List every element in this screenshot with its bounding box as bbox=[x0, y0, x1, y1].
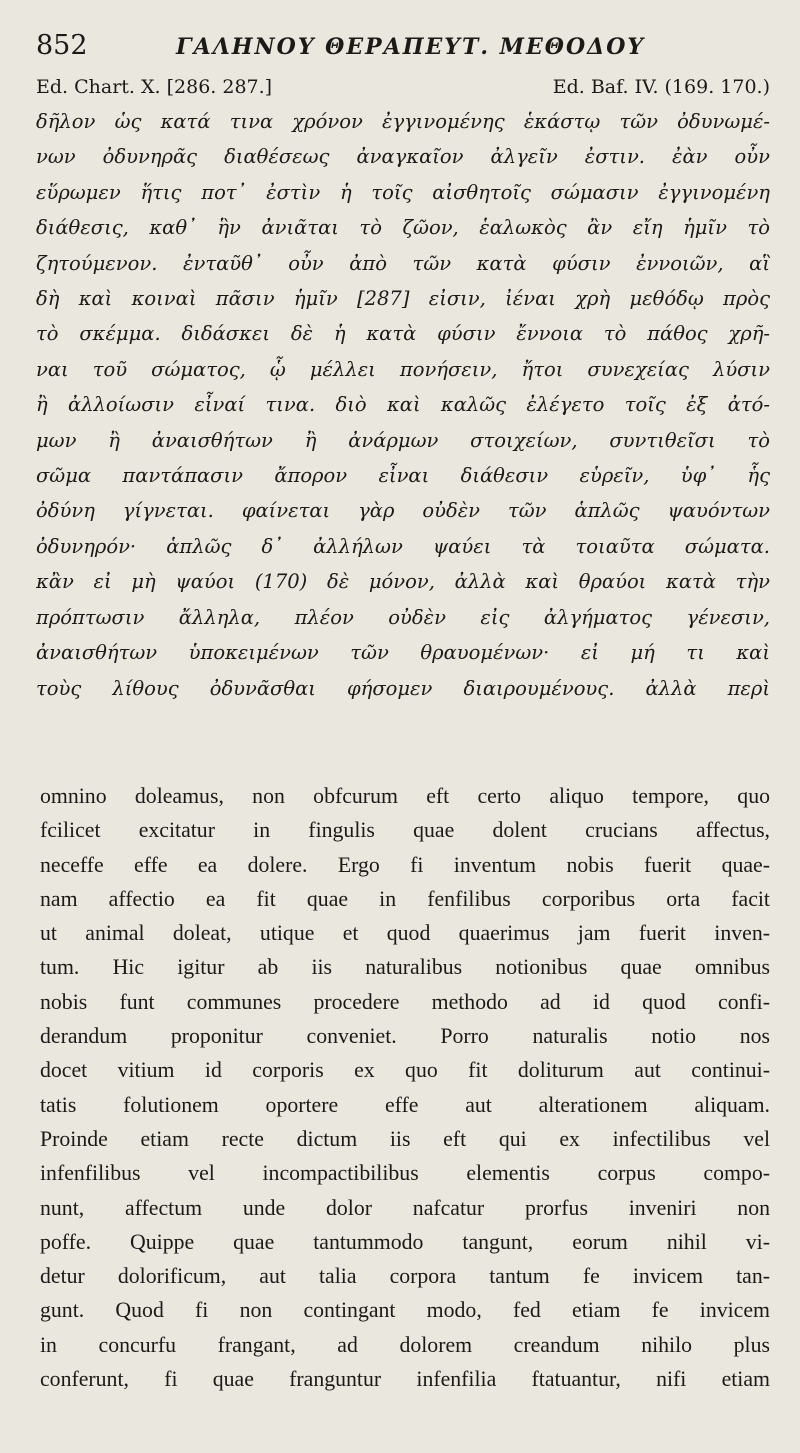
latin-text-line: neceffe effe ea dolere. Ergo fi inventum nobis fuerit quae- bbox=[40, 852, 770, 877]
latin-text-line: omnino doleamus, non obfcurum eft certo aliquo tempore, quo bbox=[40, 784, 770, 808]
latin-text-line: detur dolorificum, aut talia corpora tantum fe invicem tan- bbox=[40, 1264, 770, 1289]
greek-text-line: νων ὀδυνηρᾶς διαθέσεως ἀναγκαῖον ἀλγεῖν ἐστιν. ἐὰν οὖν bbox=[36, 145, 770, 169]
latin-text-line: ut animal doleat, utique et quod quaerimus jam fuerit inven- bbox=[40, 921, 770, 946]
greek-text-line: μων ἢ ἀναισθήτων ἢ ἀνάρμων στοιχείων, συντιθεῖσι τὸ bbox=[36, 428, 770, 452]
greek-text-line: ἢ ἀλλοίωσιν εἶναί τινα. διὸ καὶ καλῶς ἐλέγετο τοῖς ἐξ ἀτό- bbox=[36, 393, 770, 417]
latin-text-line: nam affectio ea fit quae in fenfilibus corporibus orta facit bbox=[40, 886, 770, 911]
greek-text-block bbox=[36, 104, 770, 706]
latin-text-line: conferunt, fi quae franguntur infenfilia ftatuantur, nifi etiam bbox=[40, 1367, 770, 1392]
greek-text-line: τοὺς λίθους ὀδυνᾶσθαι φήσομεν διαιρουμένους. ἀλλὰ περὶ bbox=[36, 676, 770, 700]
greek-text-line: δὴ καὶ κοιναὶ πᾶσιν ἡμῖν [287] εἰσιν, ἰέναι χρὴ μεθόδῳ πρὸς bbox=[36, 287, 770, 311]
greek-text-line: τὸ σκέμμα. διδάσκει δὲ ἡ κατὰ φύσιν ἔννοια τὸ πάθος χρῆ- bbox=[36, 322, 770, 346]
latin-text-line: nobis funt communes procedere methodo ad id quod confi- bbox=[40, 989, 770, 1014]
latin-text-line: in concurfu frangant, ad dolorem creandum nihilo plus bbox=[40, 1332, 770, 1357]
latin-text-block bbox=[40, 779, 770, 1396]
edition-basel-ref: Ed. Baf. IV. (169. 170.) bbox=[552, 76, 770, 98]
greek-text-line: ναι τοῦ σώματος, ᾧ μέλλει πονήσειν, ἤτοι συνεχείας λύσιν bbox=[36, 357, 770, 381]
edition-reference-line bbox=[36, 76, 770, 100]
running-title: ΓΑΛΗΝΟΥ ΘΕΡΑΠΕΥΤ. ΜΕΘΟΔΟΥ bbox=[176, 34, 646, 60]
latin-text-line: derandum proponitur conveniet. Porro naturalis notio nos bbox=[40, 1024, 770, 1049]
greek-text-line: πρόπτωσιν ἄλληλα, πλέον οὐδὲν εἰς ἀλγήματος γένεσιν, bbox=[36, 605, 770, 629]
latin-text-line: tatis folutionem oportere effe aut alterationem aliquam. bbox=[40, 1092, 770, 1117]
greek-text-line: διάθεσις, καθ᾽ ἣν ἀνιᾶται τὸ ζῶον, ἑαλωκὸς ἂν εἴη ἡμῖν τὸ bbox=[36, 216, 770, 240]
greek-text-line: κἂν εἰ μὴ ψαύοι (170) δὲ μόνον, ἀλλὰ καὶ θραύοι κατὰ τὴν bbox=[36, 570, 770, 594]
latin-text-line: nunt, affectum unde dolor nafcatur prorfus inveniri non bbox=[40, 1195, 770, 1220]
latin-text-line: gunt. Quod fi non contingant modo, fed etiam fe invicem bbox=[40, 1298, 770, 1323]
greek-text-line: ὀδύνη γίγνεται. φαίνεται γὰρ οὐδὲν τῶν ἁπλῶς ψαυόντων bbox=[36, 499, 770, 523]
latin-text-line: Proinde etiam recte dictum iis eft qui ex infectilibus vel bbox=[40, 1126, 770, 1151]
latin-text-line: docet vitium id corporis ex quo fit doliturum aut continui- bbox=[40, 1058, 770, 1083]
latin-text-line: tum. Hic igitur ab iis naturalibus notionibus quae omnibus bbox=[40, 955, 770, 980]
latin-text-line: poffe. Quippe quae tantummodo tangunt, eorum nihil vi- bbox=[40, 1229, 770, 1254]
page-header bbox=[36, 22, 764, 62]
greek-text-line: ὀδυνηρόν· ἁπλῶς δ᾽ ἀλλήλων ψαύει τὰ τοιαῦτα σώματα. bbox=[36, 534, 770, 558]
page-number: 852 bbox=[36, 30, 88, 61]
edition-chartier-ref: Ed. Chart. X. [286. 287.] bbox=[36, 76, 273, 98]
latin-text-line: infenfilibus vel incompactibilibus elementis corpus compo- bbox=[40, 1161, 770, 1186]
greek-text-line: δῆλον ὡς κατά τινα χρόνον ἐγγινομένης ἑκάστῳ τῶν ὀδυνωμέ- bbox=[36, 110, 770, 133]
latin-text-line: fcilicet excitatur in fingulis quae dolent crucians affectus, bbox=[40, 818, 770, 843]
greek-text-line: ζητούμενον. ἐνταῦθ᾽ οὖν ἀπὸ τῶν κατὰ φύσιν ἐννοιῶν, αἳ bbox=[36, 251, 770, 275]
greek-text-line: ἀναισθήτων ὑποκειμένων τῶν θραυομένων· εἰ μή τι καὶ bbox=[36, 641, 770, 665]
greek-text-line: σῶμα παντάπασιν ἄπορον εἶναι διάθεσιν εὑρεῖν, ὑφ᾽ ἧς bbox=[36, 464, 770, 488]
greek-text-line: εὕρωμεν ἥτις ποτ᾽ ἐστὶν ἡ τοῖς αἰσθητοῖς σώμασιν ἐγγινομένη bbox=[36, 180, 770, 204]
